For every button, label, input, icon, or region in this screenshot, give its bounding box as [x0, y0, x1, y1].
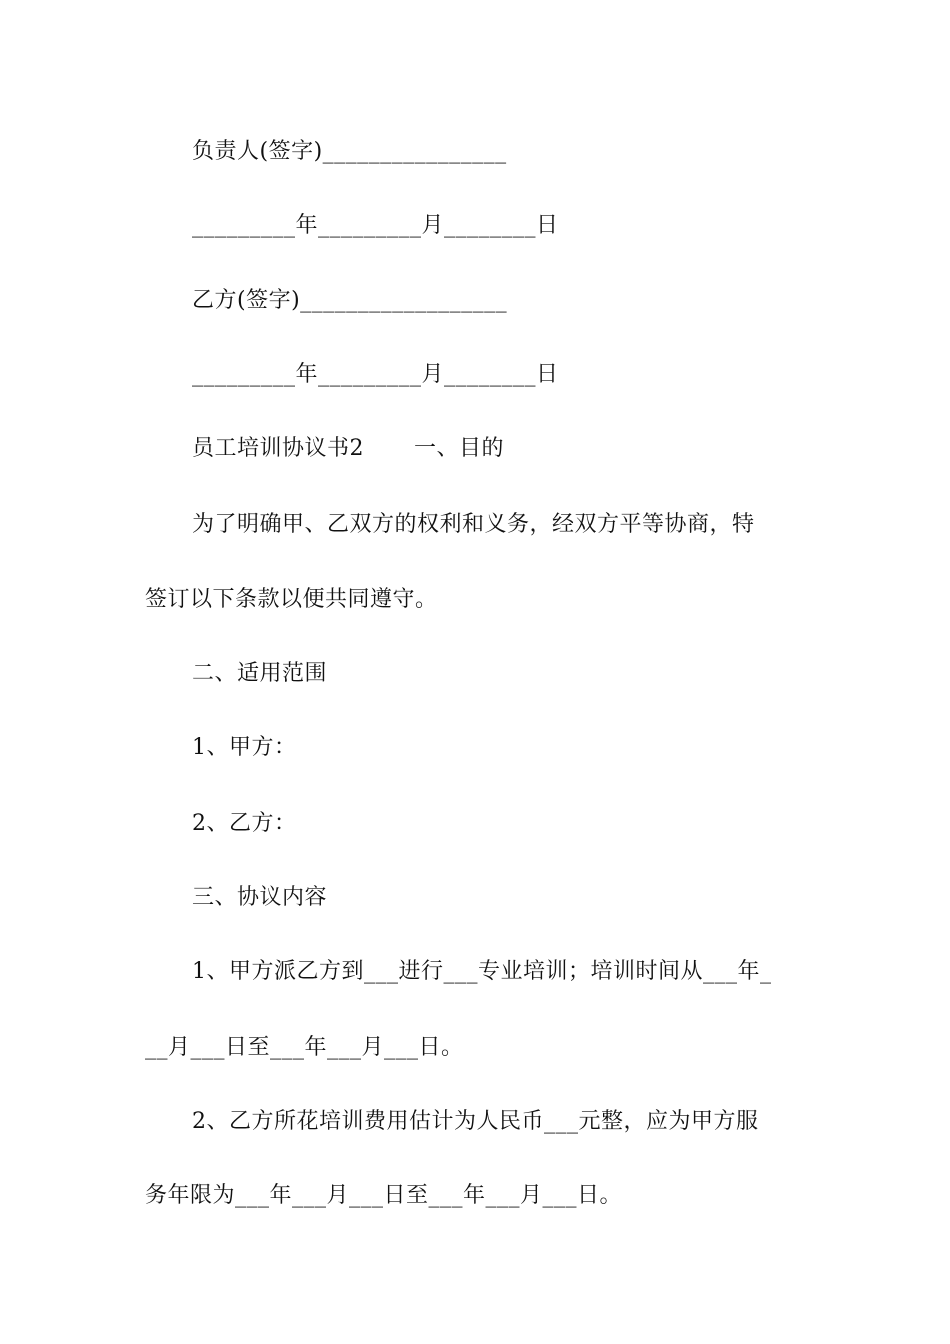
- supervisor-signature-line: 负责人(签字)________________: [192, 139, 507, 164]
- paragraph-line: 务年限为___年___月___日至___年___月___日。: [145, 1183, 623, 1208]
- party-b-signature-line: 乙方(签字)__________________: [192, 288, 508, 313]
- paragraph-line: 为了明确甲、乙双方的权利和义务，经双方平等协商，特: [192, 512, 755, 537]
- paragraph-line: 签订以下条款以便共同遵守。: [145, 587, 438, 612]
- party-b-date-line: _________年_________月________日: [192, 362, 559, 387]
- list-item: 2、乙方：: [192, 811, 297, 836]
- section-heading-content: 三、协议内容: [192, 885, 328, 910]
- title-row: [192, 434, 815, 464]
- list-item: 1、甲方：: [192, 735, 297, 760]
- section-heading-scope: 二、适用范围: [192, 661, 328, 686]
- supervisor-date-line: _________年_________月________日: [192, 213, 559, 238]
- document-title: 员工培训协议书2: [192, 436, 364, 461]
- paragraph-line: 1、甲方派乙方到___进行___专业培训；培训时间从___年_: [192, 959, 772, 984]
- paragraph-line: __月___日至___年___月___日。: [145, 1035, 464, 1060]
- paragraph-line: 2、乙方所花培训费用估计为人民币___元整，应为甲方服: [192, 1109, 759, 1134]
- section-heading-purpose: 一、目的: [414, 436, 505, 461]
